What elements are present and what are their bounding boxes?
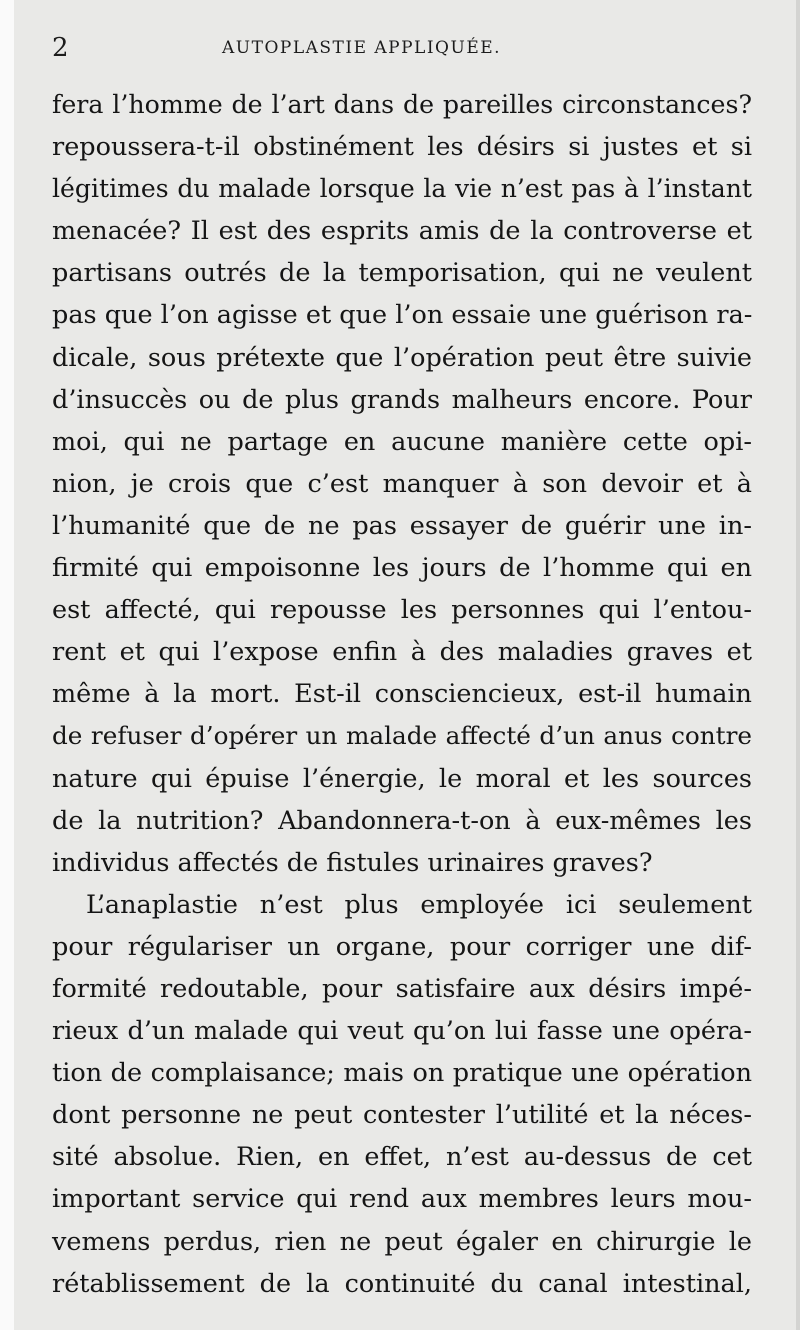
right-page-edge bbox=[796, 0, 800, 1330]
text-line: de la nutrition? Abandonnera-t-on à eux-mêmes les bbox=[52, 805, 752, 836]
text-line: d’insuccès ou de plus grands malheurs encore. Pour bbox=[52, 384, 752, 415]
text-line: fera l’homme de l’art dans de pareilles circonstances? bbox=[52, 90, 752, 119]
body-text bbox=[52, 84, 752, 1305]
text-line: rétablissement de la continuité du canal intestinal, bbox=[52, 1268, 752, 1299]
text-line: vemens perdus, rien ne peut égaler en chirurgie le bbox=[52, 1226, 752, 1257]
text-line: même à la mort. Est-il consciencieux, est-il humain bbox=[52, 679, 752, 710]
paragraph-2 bbox=[52, 884, 752, 1305]
text-line: dicale, sous prétexte que l’opération peut être suivie bbox=[52, 342, 752, 373]
text-line: rieux d’un malade qui veut qu’on lui fasse une opéra- bbox=[52, 1016, 752, 1047]
text-line: nature qui épuise l’énergie, le moral et les sources bbox=[52, 763, 752, 794]
text-line: pour régulariser un organe, pour corriger une dif- bbox=[52, 931, 752, 962]
text-line: individus affectés de fistules urinaires graves? bbox=[52, 847, 653, 878]
text-line: L’anaplastie n’est plus employée ici seulement bbox=[86, 889, 752, 920]
text-line: menacée? Il est des esprits amis de la controverse et bbox=[52, 216, 752, 247]
page-number: 2 bbox=[52, 33, 69, 63]
text-line: de refuser d’opérer un malade affecté d’un anus contre bbox=[52, 721, 752, 751]
text-line: nion, je crois que c’est manquer à son devoir et à bbox=[52, 468, 752, 499]
text-line: légitimes du malade lorsque la vie n’est pas à l’instant bbox=[52, 174, 752, 204]
text-line: important service qui rend aux membres leurs mou- bbox=[52, 1184, 752, 1215]
text-line: moi, qui ne partage en aucune manière cette opi- bbox=[52, 426, 752, 457]
text-line: pas que l’on agisse et que l’on essaie une guérison ra- bbox=[52, 300, 753, 331]
running-title: AUTOPLASTIE APPLIQUÉE. bbox=[222, 38, 502, 58]
left-page-margin bbox=[0, 0, 14, 1330]
paragraph-1 bbox=[52, 84, 752, 884]
text-line: l’humanité que de ne pas essayer de guérir une in- bbox=[52, 510, 752, 541]
text-line: repoussera-t-il obstinément les désirs si justes et si bbox=[52, 132, 752, 163]
text-line: dont personne ne peut contester l’utilité et la néces- bbox=[52, 1100, 752, 1131]
page-header bbox=[52, 30, 752, 66]
text-line: rent et qui l’expose enfin à des maladies graves et bbox=[52, 637, 752, 668]
text-line: formité redoutable, pour satisfaire aux désirs impé- bbox=[52, 973, 752, 1004]
text-line: firmité qui empoisonne les jours de l’homme qui en bbox=[52, 553, 752, 584]
text-line: sité absolue. Rien, en effet, n’est au-dessus de cet bbox=[52, 1142, 752, 1173]
text-line: partisans outrés de la temporisation, qui ne veulent bbox=[52, 258, 752, 289]
text-line: est affecté, qui repousse les personnes qui l’entou- bbox=[52, 595, 752, 626]
text-line: tion de complaisance; mais on pratique une opération bbox=[52, 1058, 752, 1089]
